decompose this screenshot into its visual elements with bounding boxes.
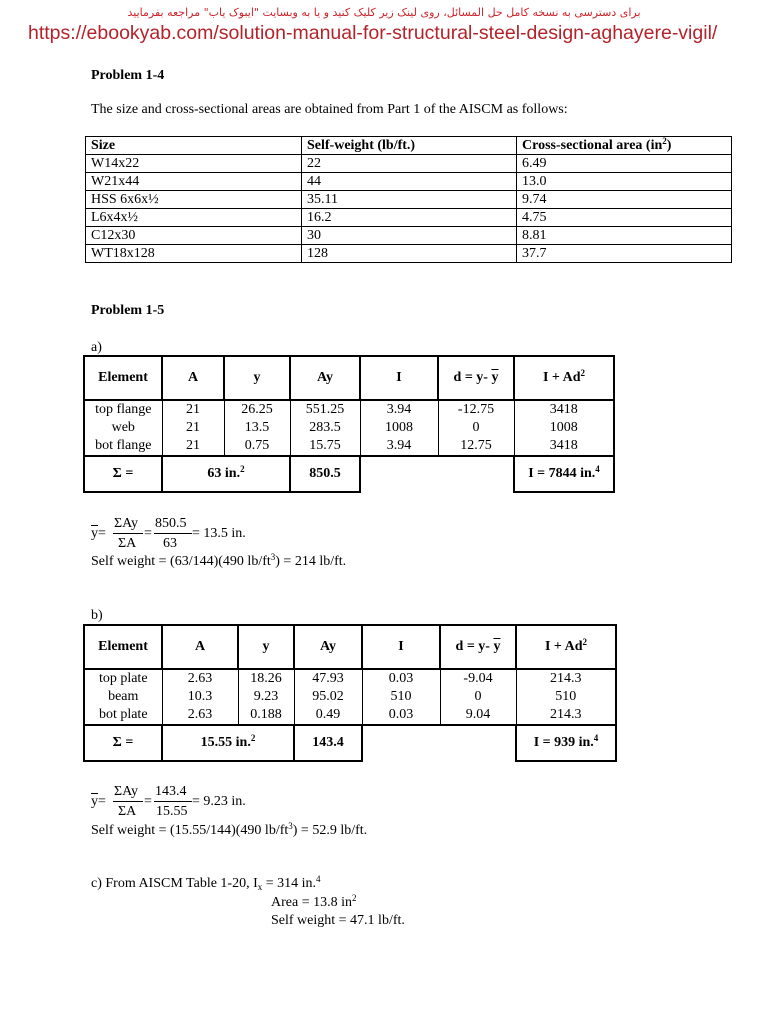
y-bar-symbol: $\overline{y}=$ bbox=[91, 526, 106, 541]
table-cell: 44 bbox=[302, 173, 517, 191]
column-header-ay: Ay bbox=[290, 356, 360, 400]
table-cell: 0.75 bbox=[224, 437, 290, 456]
table-cell: 18.26 bbox=[238, 669, 294, 688]
table-cell: 10.3 bbox=[162, 688, 238, 706]
sum-label: Σ = bbox=[84, 456, 162, 492]
table-cell: bot flange bbox=[84, 437, 162, 456]
sum-area: 63 in.$^2$ bbox=[162, 456, 290, 492]
column-header-d bbox=[438, 356, 514, 400]
table-cell: 214.3 bbox=[516, 669, 616, 688]
table-cell: 21 bbox=[162, 400, 224, 419]
table-cell: web bbox=[84, 419, 162, 437]
download-notice: برای دسترسی به نسخه کامل حل المسائل، روی لینک زیر کلیک کنید و یا به وبسایت "ایبوک یاب" مراجعه بفرمایید bbox=[127, 6, 641, 19]
table-cell: 3418 bbox=[514, 437, 614, 456]
column-header-y: y bbox=[238, 625, 294, 669]
part-b-section-table bbox=[83, 624, 617, 762]
part-c-moment-of-inertia: c) From AISCM Table 1-20, $I_x = 314$ in.$^4$ bbox=[91, 874, 321, 892]
table-cell: W14x22 bbox=[86, 155, 302, 173]
table-row bbox=[84, 419, 614, 437]
table-cell: 128 bbox=[302, 245, 517, 263]
sum-moment-of-inertia: I = 939 in.$^4$ bbox=[516, 725, 616, 761]
table-cell: 3418 bbox=[514, 400, 614, 419]
table-cell: 15.75 bbox=[290, 437, 360, 456]
ybar-numerator-symbolic: ΣAy bbox=[114, 516, 138, 531]
column-header-size: Size bbox=[86, 137, 302, 155]
table-cell: -9.04 bbox=[440, 669, 516, 688]
table-cell: top plate bbox=[84, 669, 162, 688]
table-row bbox=[86, 191, 732, 209]
fraction-bar bbox=[154, 801, 192, 802]
table-row bbox=[84, 437, 614, 456]
problem-1-5-title: Problem 1-5 bbox=[91, 303, 165, 318]
part-b-label: b) bbox=[91, 608, 103, 623]
table-header-row bbox=[86, 137, 732, 155]
column-header-area: A bbox=[162, 356, 224, 400]
ybar-result: = 13.5 in. bbox=[192, 526, 246, 541]
table-cell: 21 bbox=[162, 419, 224, 437]
sum-ay: 850.5 bbox=[290, 456, 360, 492]
table-cell: 22 bbox=[302, 155, 517, 173]
table-cell: 30 bbox=[302, 227, 517, 245]
part-a-self-weight: Self weight = (63/144)(490 $lb/ft^3) = 214$ lb/ft. bbox=[91, 552, 347, 569]
column-header-area: A bbox=[162, 625, 238, 669]
sum-label: Σ = bbox=[84, 725, 162, 761]
table-cell: 1008 bbox=[514, 419, 614, 437]
table-cell: 283.5 bbox=[290, 419, 360, 437]
y-bar-symbol: $\overline{y}=$ bbox=[91, 794, 106, 809]
table-cell: 21 bbox=[162, 437, 224, 456]
table-cell: 0.03 bbox=[362, 669, 440, 688]
table-cell: 8.81 bbox=[517, 227, 732, 245]
table-cell: 0 bbox=[438, 419, 514, 437]
table-cell: 37.7 bbox=[517, 245, 732, 263]
table-row bbox=[84, 669, 616, 688]
part-c-area: Area = 13.8 $in^2$ bbox=[271, 893, 357, 910]
table-cell: 510 bbox=[362, 688, 440, 706]
ybar-numerator-value: 850.5 bbox=[155, 516, 187, 531]
table-cell: C12x30 bbox=[86, 227, 302, 245]
table-row bbox=[84, 400, 614, 419]
ybar-numerator-symbolic: ΣAy bbox=[114, 784, 138, 799]
column-header-i: I bbox=[362, 625, 440, 669]
column-header-element: Element bbox=[84, 356, 162, 400]
table-cell: 551.25 bbox=[290, 400, 360, 419]
ybar-denominator-value: 15.55 bbox=[156, 804, 188, 819]
problem-1-4-intro: The size and cross-sectional areas are obtained from Part 1 of the AISCM as follows: bbox=[91, 102, 568, 117]
column-header-i-plus-ad2: $I + Ad^2$ bbox=[514, 356, 614, 400]
sum-row bbox=[84, 725, 616, 761]
d-label: d = y- bbox=[453, 370, 492, 385]
ybar-denominator-symbolic: ΣA bbox=[118, 536, 137, 551]
table-row bbox=[86, 155, 732, 173]
table-row bbox=[86, 173, 732, 191]
column-header-y: y bbox=[224, 356, 290, 400]
table-cell: -12.75 bbox=[438, 400, 514, 419]
table-cell: W21x44 bbox=[86, 173, 302, 191]
ybar-numerator-value: 143.4 bbox=[155, 784, 187, 799]
table-cell: 9.23 bbox=[238, 688, 294, 706]
table-cell: 4.75 bbox=[517, 209, 732, 227]
ybar-result: = 9.23 in. bbox=[192, 794, 246, 809]
fraction-bar bbox=[154, 533, 192, 534]
ybar-denominator-symbolic: ΣA bbox=[118, 804, 137, 819]
table-cell: 95.02 bbox=[294, 688, 362, 706]
column-header-area: Cross-sectional area $(in^2)$ bbox=[517, 137, 732, 155]
column-header-i: I bbox=[360, 356, 438, 400]
table-row bbox=[84, 706, 616, 725]
table-cell: HSS 6x6x½ bbox=[86, 191, 302, 209]
sum-row bbox=[84, 456, 614, 492]
solution-manual-link[interactable]: https://ebookyab.com/solution-manual-for-structural-steel-design-aghayere-vigil/ bbox=[28, 22, 718, 44]
table-cell: 13.0 bbox=[517, 173, 732, 191]
table-header-row bbox=[84, 625, 616, 669]
table-cell: 26.25 bbox=[224, 400, 290, 419]
table-row bbox=[84, 688, 616, 706]
table-cell: 9.04 bbox=[440, 706, 516, 725]
equals-sign: = bbox=[144, 794, 152, 809]
table-cell: 0 bbox=[440, 688, 516, 706]
table-row bbox=[86, 227, 732, 245]
table-cell: 13.5 bbox=[224, 419, 290, 437]
table-cell: 16.2 bbox=[302, 209, 517, 227]
d-label: d = y- bbox=[455, 639, 494, 654]
fraction-bar bbox=[113, 801, 143, 802]
sum-moment-of-inertia: I = 7844 in.$^4$ bbox=[514, 456, 614, 492]
fraction-bar bbox=[113, 533, 143, 534]
part-a-label: a) bbox=[91, 340, 102, 355]
table-cell: top flange bbox=[84, 400, 162, 419]
part-c-self-weight: Self weight = 47.1 lb/ft. bbox=[271, 913, 405, 928]
table-header-row bbox=[84, 356, 614, 400]
equals-sign: = bbox=[144, 526, 152, 541]
table-cell: 0.03 bbox=[362, 706, 440, 725]
table-cell: 35.11 bbox=[302, 191, 517, 209]
y-bar-symbol: $\overline{y}$ bbox=[491, 370, 499, 385]
sum-area: 15.55 in.$^2$ bbox=[162, 725, 294, 761]
table-row bbox=[86, 209, 732, 227]
table-cell: 0.49 bbox=[294, 706, 362, 725]
column-header-element: Element bbox=[84, 625, 162, 669]
table-cell: beam bbox=[84, 688, 162, 706]
ybar-denominator-value: 63 bbox=[163, 536, 177, 551]
table-row bbox=[86, 245, 732, 263]
table-cell: 510 bbox=[516, 688, 616, 706]
table-cell: 3.94 bbox=[360, 437, 438, 456]
table-cell: 47.93 bbox=[294, 669, 362, 688]
column-header-self-weight: Self-weight (lb/ft.) bbox=[302, 137, 517, 155]
table-cell: 2.63 bbox=[162, 669, 238, 688]
table-cell: 3.94 bbox=[360, 400, 438, 419]
table-cell: 2.63 bbox=[162, 706, 238, 725]
y-bar-symbol: $\overline{y}$ bbox=[493, 639, 501, 654]
table-cell: 12.75 bbox=[438, 437, 514, 456]
table-cell: 6.49 bbox=[517, 155, 732, 173]
part-a-section-table bbox=[83, 355, 615, 493]
section-properties-table bbox=[85, 136, 732, 263]
column-header-d bbox=[440, 625, 516, 669]
table-cell: 1008 bbox=[360, 419, 438, 437]
column-header-i-plus-ad2: $I + Ad^2$ bbox=[516, 625, 616, 669]
table-cell: WT18x128 bbox=[86, 245, 302, 263]
table-cell: 214.3 bbox=[516, 706, 616, 725]
column-header-ay: Ay bbox=[294, 625, 362, 669]
part-b-self-weight: Self weight = (15.55/144)(490 $lb/ft^3) = 52.9$ lb/ft. bbox=[91, 821, 368, 838]
table-cell: 9.74 bbox=[517, 191, 732, 209]
table-cell: L6x4x½ bbox=[86, 209, 302, 227]
problem-1-4-title: Problem 1-4 bbox=[91, 68, 165, 83]
table-cell: 0.188 bbox=[238, 706, 294, 725]
table-cell: bot plate bbox=[84, 706, 162, 725]
sum-ay: 143.4 bbox=[294, 725, 362, 761]
